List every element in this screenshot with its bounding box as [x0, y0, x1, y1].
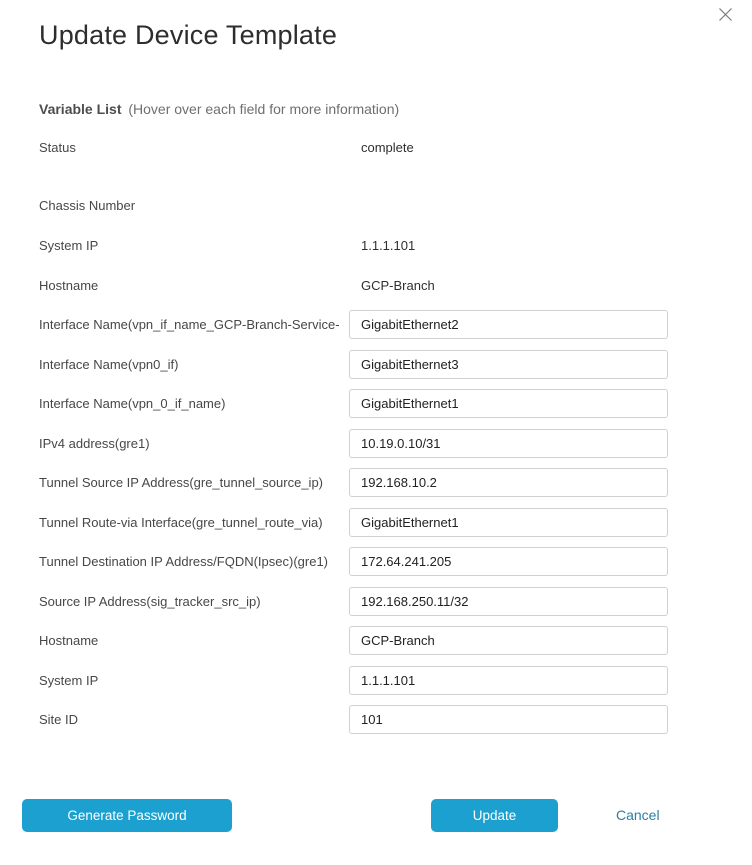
field-input[interactable]: [349, 666, 668, 695]
field-input[interactable]: [349, 547, 668, 576]
editable-field-row: [39, 582, 752, 622]
field-label: Tunnel Source IP Address(gre_tunnel_source_ip): [39, 475, 324, 491]
field-input[interactable]: [349, 508, 668, 537]
dialog-title: Update Device Template: [39, 20, 338, 50]
static-field-list: [39, 127, 752, 305]
field-value: complete: [361, 139, 414, 155]
editable-field-row: [39, 661, 752, 701]
editable-field-row: [39, 463, 752, 503]
editable-field-row: [39, 542, 752, 582]
field-label: Status: [39, 139, 76, 155]
editable-field-row: [39, 424, 752, 464]
update-button[interactable]: Update: [431, 799, 558, 832]
static-field-row: [39, 225, 752, 265]
field-label: Hostname: [39, 633, 99, 649]
field-label: Site ID: [39, 712, 79, 728]
editable-field-row: [39, 621, 752, 661]
field-label: Interface Name(vpn_if_name_GCP-Branch-Service-: [39, 317, 340, 333]
variable-list-note: (Hover over each field for more information): [128, 101, 400, 118]
editable-field-row: [39, 345, 752, 385]
cancel-button[interactable]: Cancel: [612, 799, 664, 832]
field-input[interactable]: [349, 389, 668, 418]
field-label: Tunnel Destination IP Address/FQDN(Ipsec)(gre1): [39, 554, 329, 570]
field-input[interactable]: [349, 626, 668, 655]
variable-list-heading: [39, 101, 752, 118]
field-label: Interface Name(vpn0_if): [39, 356, 179, 372]
field-label: Hostname: [39, 277, 99, 293]
field-value: 1.1.1.101: [361, 237, 416, 253]
editable-field-row: [39, 700, 752, 740]
field-value: GCP-Branch: [361, 277, 435, 293]
field-input[interactable]: [349, 429, 668, 458]
field-input[interactable]: [349, 705, 668, 734]
field-label: System IP: [39, 237, 99, 253]
close-icon[interactable]: [716, 5, 734, 23]
editable-field-row: [39, 384, 752, 424]
field-label: Chassis Number: [39, 197, 136, 213]
generate-password-button[interactable]: Generate Password: [22, 799, 232, 832]
static-field-row: [39, 127, 752, 167]
field-input[interactable]: [349, 587, 668, 616]
field-label: Tunnel Route-via Interface(gre_tunnel_route_via): [39, 514, 323, 530]
editable-field-list: [39, 305, 752, 740]
static-field-row: [39, 185, 752, 225]
dialog-footer: [0, 799, 752, 835]
static-field-row: [39, 265, 752, 305]
field-label: System IP: [39, 672, 99, 688]
field-input[interactable]: [349, 468, 668, 497]
close-x-glyph: [718, 7, 733, 22]
editable-field-row: [39, 305, 752, 345]
field-label: IPv4 address(gre1): [39, 435, 150, 451]
variable-list-label: Variable List: [39, 101, 122, 118]
field-input[interactable]: [349, 310, 668, 339]
editable-field-row: [39, 503, 752, 543]
field-label: Interface Name(vpn_0_if_name): [39, 396, 226, 412]
field-label: Source IP Address(sig_tracker_src_ip): [39, 593, 261, 609]
field-input[interactable]: [349, 350, 668, 379]
